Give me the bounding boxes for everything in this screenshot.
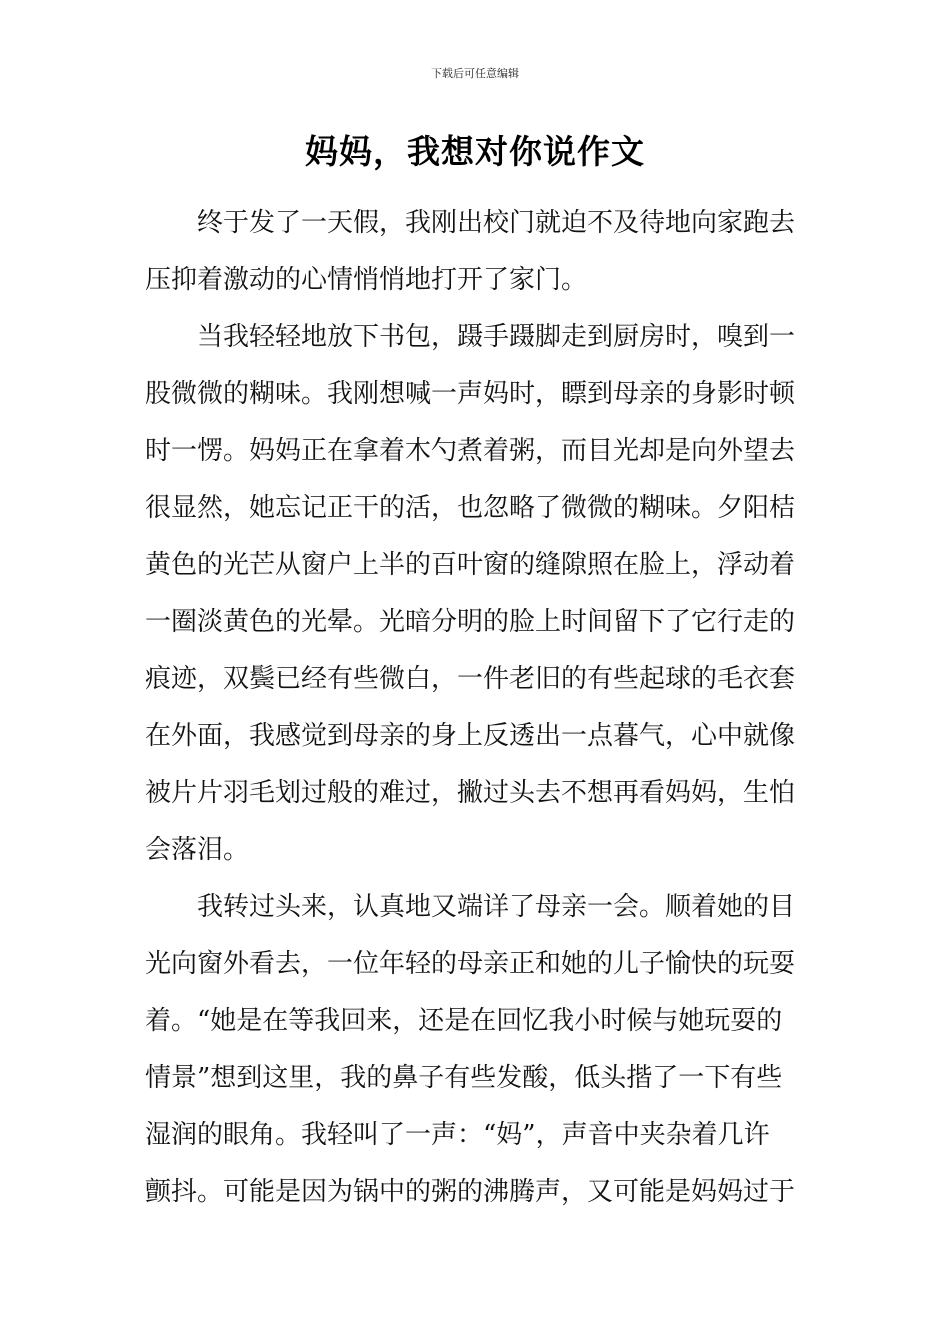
text-line: 黄色的光芒从窗户上半的百叶窗的缝隙照在脸上，浮动着 bbox=[145, 550, 796, 580]
text-line: 在外面，我感觉到母亲的身上反透出一点暮气，心中就像 bbox=[145, 721, 796, 751]
text-line: 压抑着激动的心情悄悄地打开了家门。 bbox=[145, 265, 588, 295]
text-line: 情景”想到这里，我的鼻子有些发酸，低头揩了一下有些 bbox=[145, 1063, 783, 1093]
document-title: 妈妈，我想对你说作文 bbox=[305, 132, 645, 171]
text-line: 我转过头来，认真地又端详了母亲一会。顺着她的目 bbox=[197, 892, 796, 922]
text-line: 湿润的眼角。我轻叫了一声：“妈”，声音中夹杂着几许 bbox=[145, 1120, 770, 1150]
text-line: 很显然，她忘记正干的活，也忽略了微微的糊味。夕阳桔 bbox=[145, 493, 796, 523]
text-line: 被片片羽毛划过般的难过，撇过头去不想再看妈妈，生怕 bbox=[145, 778, 796, 808]
text-line: 股微微的糊味。我刚想喊一声妈时，瞟到母亲的身影时顿 bbox=[145, 379, 796, 409]
header-note: 下载后可任意编辑 bbox=[431, 67, 519, 80]
paragraph-1 bbox=[145, 195, 805, 309]
text-line: 当我轻轻地放下书包，蹑手蹑脚走到厨房时，嗅到一 bbox=[197, 322, 796, 352]
paragraph-2 bbox=[145, 309, 805, 879]
text-line: 一圈淡黄色的光晕。光暗分明的脸上时间留下了它行走的 bbox=[145, 607, 796, 637]
essay-body bbox=[145, 195, 805, 1221]
text-line: 光向窗外看去，一位年轻的母亲正和她的儿子愉快的玩耍 bbox=[145, 949, 796, 979]
text-line: 颤抖。可能是因为锅中的粥的沸腾声，又可能是妈妈过于 bbox=[145, 1177, 796, 1207]
text-line: 会落泪。 bbox=[145, 835, 250, 865]
text-line: 时一愣。妈妈正在拿着木勺煮着粥，而目光却是向外望去 bbox=[145, 436, 796, 466]
text-line: 痕迹，双鬓已经有些微白，一件老旧的有些起球的毛衣套 bbox=[145, 664, 796, 694]
text-line: 着。“她是在等我回来，还是在回忆我小时候与她玩耍的 bbox=[145, 1006, 783, 1036]
text-line: 终于发了一天假，我刚出校门就迫不及待地向家跑去 bbox=[197, 208, 796, 238]
paragraph-3 bbox=[145, 879, 805, 1221]
